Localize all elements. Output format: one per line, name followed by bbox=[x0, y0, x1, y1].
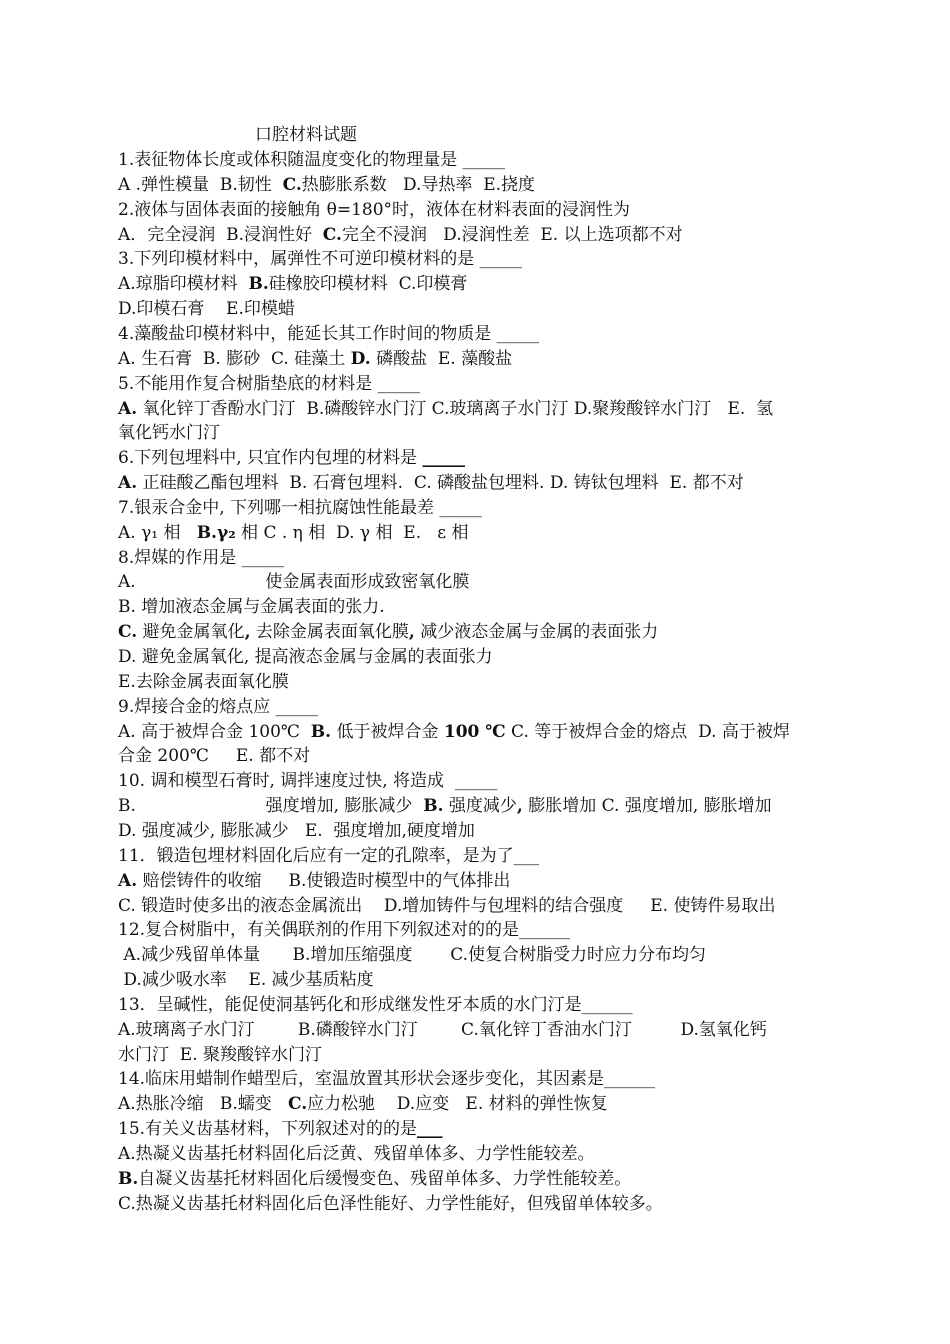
text-line bbox=[118, 1192, 663, 1216]
text-run: 硅橡胶印模材料 C.印模膏 bbox=[268, 274, 468, 294]
text-run: 14.临床用蜡制作蜡型后，室温放置其形状会逐步变化，其因素是______ bbox=[118, 1069, 656, 1089]
text-run: 膨胀增加 C. 强度增加, 膨胀增加 bbox=[522, 796, 772, 816]
page-title: 口腔材料试题 bbox=[255, 125, 357, 145]
text-line bbox=[118, 421, 220, 445]
text-line bbox=[118, 247, 522, 271]
text-run: E.去除金属表面氧化膜 bbox=[118, 672, 289, 692]
text-line bbox=[118, 496, 482, 520]
text-line bbox=[118, 869, 510, 893]
text-line bbox=[118, 943, 706, 967]
text-line bbox=[118, 968, 374, 992]
text-run: 减少液态金属与金属的表面张力 bbox=[414, 622, 659, 642]
text-run: 氧化锌丁香酚水门汀 B.磷酸锌水门汀 C.玻璃离子水门汀 D.聚羧酸锌水门汀 E. 氢 bbox=[137, 399, 774, 419]
text-line bbox=[118, 1167, 631, 1191]
text-run: 氧化钙水门汀 bbox=[118, 423, 220, 443]
text-line bbox=[118, 173, 535, 197]
text-run: 自凝义齿基托材料固化后缓慢变色、残留单体多、力学性能较差。 bbox=[138, 1169, 632, 1189]
text-run: 赔偿铸件的收缩 B.使锻造时模型中的气体排出 bbox=[137, 871, 511, 891]
text-run: 合金 200℃ E. 都不对 bbox=[118, 746, 311, 766]
text-line bbox=[118, 695, 318, 719]
text-line bbox=[118, 620, 658, 644]
text-run: A. 高于被焊合金 100℃ bbox=[118, 722, 311, 742]
text-run: A.热胀冷缩 B.蠕变 bbox=[118, 1094, 288, 1114]
text-run: 避免金属氧化 bbox=[137, 622, 245, 642]
text-line bbox=[118, 645, 493, 669]
text-run: 应力松驰 D.应变 E. 材料的弹性恢复 bbox=[307, 1094, 608, 1114]
bold-text-run: D. bbox=[350, 349, 371, 369]
text-run: D.减少吸水率 E. 减少基质粘度 bbox=[118, 970, 374, 990]
bold-text-run: A. bbox=[118, 399, 138, 419]
text-line bbox=[118, 446, 465, 470]
text-line bbox=[118, 372, 420, 396]
text-run: B. 增加液态金属与金属表面的张力. bbox=[118, 597, 385, 617]
text-run: 去除金属表面氧化膜 bbox=[250, 622, 409, 642]
text-line bbox=[118, 570, 469, 594]
text-line bbox=[118, 894, 776, 918]
bold-text-run: B. bbox=[423, 796, 444, 816]
text-run: 7.银汞合金中, 下列哪一相抗腐蚀性能最差 _____ bbox=[118, 498, 482, 518]
text-line bbox=[118, 397, 773, 421]
text-run: 13．呈碱性，能促使洞基钙化和形成继发性牙本质的水门汀是______ bbox=[118, 995, 633, 1015]
text-line bbox=[118, 794, 772, 818]
text-run: 正硅酸乙酯包埋料 B. 石膏包埋料. C. 磷酸盐包埋料. D. 铸钛包埋料 E. 都不对 bbox=[137, 473, 744, 493]
text-run: 强度减少 bbox=[443, 796, 517, 816]
text-run: A．完全浸润 B.浸润性好 bbox=[118, 225, 323, 245]
text-line bbox=[118, 595, 385, 619]
bold-text-run: C. bbox=[282, 175, 302, 195]
bold-text-run: , bbox=[516, 796, 523, 816]
text-run: 相 C . η 相 D. γ 相 E. ε 相 bbox=[235, 523, 469, 543]
text-run: 3.下列印模材料中，属弹性不可逆印模材料的是 _____ bbox=[118, 249, 523, 269]
text-run: 9.焊接合金的熔点应 _____ bbox=[118, 697, 319, 717]
text-run: C. 锻造时使多出的液态金属流出 D.增加铸件与包埋料的结合强度 E. 使铸件易取出 bbox=[118, 896, 776, 916]
text-run: D. 避免金属氧化, 提高液态金属与金属的表面张力 bbox=[118, 647, 493, 667]
text-run: 8.焊媒的作用是 _____ bbox=[118, 548, 285, 568]
text-run: 磷酸盐 E. 藻酸盐 bbox=[370, 349, 513, 369]
text-run: 5.不能用作复合树脂垫底的材料是 _____ bbox=[118, 374, 421, 394]
text-run: 完全不浸润 D.浸润性差 E. 以上选项都不对 bbox=[341, 225, 683, 245]
text-line bbox=[118, 471, 744, 495]
text-run: D.印模石膏 E.印模蜡 bbox=[118, 299, 295, 319]
text-line bbox=[118, 720, 790, 744]
text-run: 2.液体与固体表面的接触角 θ=180°时，液体在材料表面的浸润性为 bbox=[118, 200, 631, 220]
bold-text-run: A. bbox=[118, 473, 138, 493]
text-run: 低于被焊合金 bbox=[331, 722, 444, 742]
bold-text-run: A. bbox=[118, 871, 138, 891]
text-run: A.琼脂印模材料 bbox=[118, 274, 249, 294]
text-run: C. 等于被焊合金的熔点 D. 高于被焊 bbox=[505, 722, 790, 742]
text-line bbox=[118, 1142, 595, 1166]
text-line bbox=[118, 546, 284, 570]
bold-text-run: , bbox=[244, 622, 251, 642]
text-run: A .弹性模量 B.韧性 bbox=[118, 175, 283, 195]
text-line bbox=[118, 1018, 767, 1042]
text-line bbox=[118, 744, 310, 768]
text-line bbox=[118, 272, 467, 296]
text-run: A. 使金属表面形成致密氧化膜 bbox=[118, 572, 470, 592]
text-line bbox=[118, 670, 289, 694]
text-run: 11．锻造包埋材料固化后应有一定的孔隙率，是为了___ bbox=[118, 846, 540, 866]
text-run: 1.表征物体长度或体积随温度变化的物理量是 _____ bbox=[118, 150, 506, 170]
text-line bbox=[118, 347, 512, 371]
bold-text-run: _____ bbox=[422, 448, 465, 468]
text-run: A. 生石膏 B. 膨砂 C. 硅藻土 bbox=[118, 349, 351, 369]
text-line bbox=[118, 223, 683, 247]
text-line bbox=[118, 322, 539, 346]
bold-text-run: ___ bbox=[417, 1119, 443, 1139]
bold-text-run: C. bbox=[118, 622, 138, 642]
text-run: 15.有关义齿基材料，下列叙述对的的是 bbox=[118, 1119, 418, 1139]
text-run: 10. 调和模型石膏时, 调拌速度过快, 将造成 _____ bbox=[118, 771, 498, 791]
text-line bbox=[118, 521, 469, 545]
bold-text-run: , bbox=[408, 622, 415, 642]
text-line bbox=[118, 1043, 322, 1067]
text-line bbox=[118, 198, 630, 222]
text-line bbox=[118, 769, 497, 793]
bold-text-run: 100 ℃ bbox=[443, 722, 506, 742]
bold-text-run: B. bbox=[310, 722, 332, 742]
text-line bbox=[118, 148, 505, 172]
text-line bbox=[118, 918, 570, 942]
text-line bbox=[118, 844, 539, 868]
text-line bbox=[118, 819, 475, 843]
text-line bbox=[118, 297, 295, 321]
text-run: 热膨胀系数 D.导热率 E.挠度 bbox=[301, 175, 536, 195]
text-run: A.玻璃离子水门汀 B.磷酸锌水门汀 C.氧化锌丁香油水门汀 D.氢氧化钙 bbox=[118, 1020, 767, 1040]
text-run: A.减少残留单体量 B.增加压缩强度 C.使复合树脂受力时应力分布均匀 bbox=[118, 945, 707, 965]
bold-text-run: B. bbox=[118, 1169, 139, 1189]
text-line bbox=[118, 1067, 655, 1091]
text-run: D. 强度减少, 膨胀减少 E. 强度增加,硬度增加 bbox=[118, 821, 475, 841]
text-line bbox=[118, 993, 633, 1017]
bold-text-run: C. bbox=[288, 1094, 308, 1114]
text-run: A.热凝义齿基托材料固化后泛黄、残留单体多、力学性能较差。 bbox=[118, 1144, 595, 1164]
text-run: 12.复合树脂中，有关偶联剂的作用下列叙述对的的是______ bbox=[118, 920, 571, 940]
bold-text-run: B.γ₂ bbox=[196, 523, 236, 543]
text-run: 6.下列包埋料中, 只宜作内包埋的材料是 bbox=[118, 448, 423, 468]
text-run: C.热凝义齿基托材料固化后色泽性能好、力学性能好，但残留单体较多。 bbox=[118, 1194, 663, 1214]
bold-text-run: C. bbox=[322, 225, 342, 245]
text-line bbox=[118, 1092, 608, 1116]
text-run: 4.藻酸盐印模材料中，能延长其工作时间的物质是 _____ bbox=[118, 324, 540, 344]
text-line bbox=[118, 1117, 443, 1141]
text-run: A. γ₁ 相 bbox=[118, 523, 197, 543]
text-run: 水门汀 E. 聚羧酸锌水门汀 bbox=[118, 1045, 323, 1065]
text-run: B. 强度增加, 膨胀减少 bbox=[118, 796, 424, 816]
bold-text-run: B. bbox=[248, 274, 269, 294]
